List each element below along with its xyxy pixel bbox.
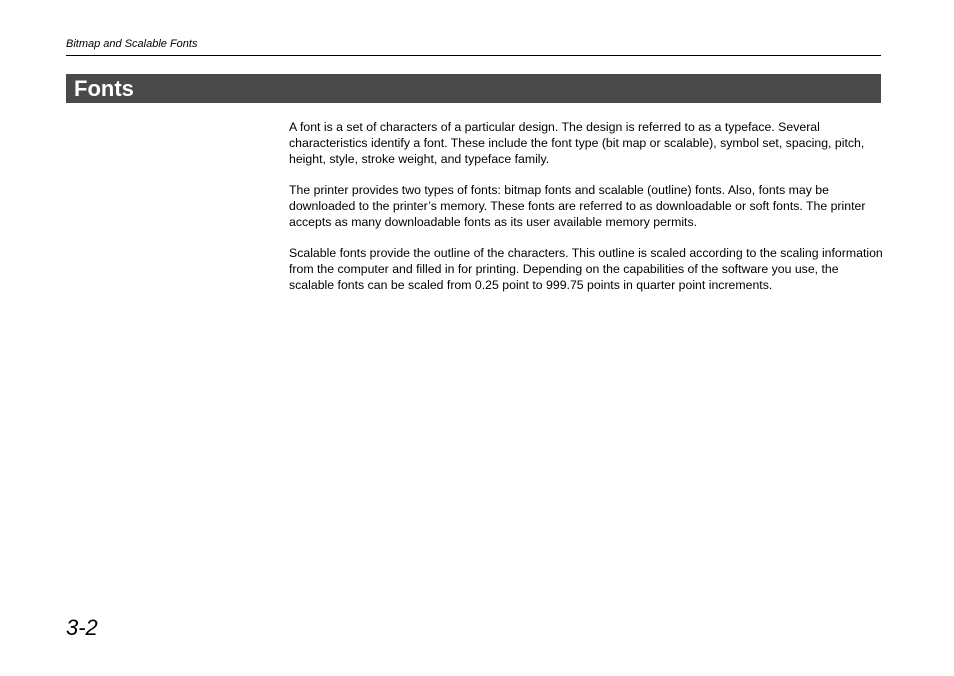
paragraph-font-definition: A font is a set of characters of a particular design. The design is referred to as a typeface. Several characteristics identify a font. These include the font type (bit map or scalable), symbol set, spacing, pitch, height, style, stroke weight, and typeface family. [289, 120, 865, 166]
running-header: Bitmap and Scalable Fonts [66, 38, 198, 50]
page-number: 3-2 [66, 615, 98, 640]
header-divider [66, 55, 881, 56]
paragraph-scalable-fonts: Scalable fonts provide the outline of the characters. This outline is scaled according to the scaling information from the computer and filled in for printing. Depending on the capabilities of the software you use, the scalable fonts can be scaled from 0.25 point to 999.75 points in quarter point increments. [289, 246, 883, 292]
section-title: Fonts [74, 76, 134, 101]
body-text [289, 119, 883, 308]
paragraph-font-types: The printer provides two types of fonts: bitmap fonts and scalable (outline) fonts. Also, fonts may be downloaded to the printer’s memory. These fonts are referred to as downloadable or soft fonts. The printer accepts as many downloadable fonts as its user available memory permits. [289, 183, 866, 229]
section-banner [66, 74, 881, 103]
